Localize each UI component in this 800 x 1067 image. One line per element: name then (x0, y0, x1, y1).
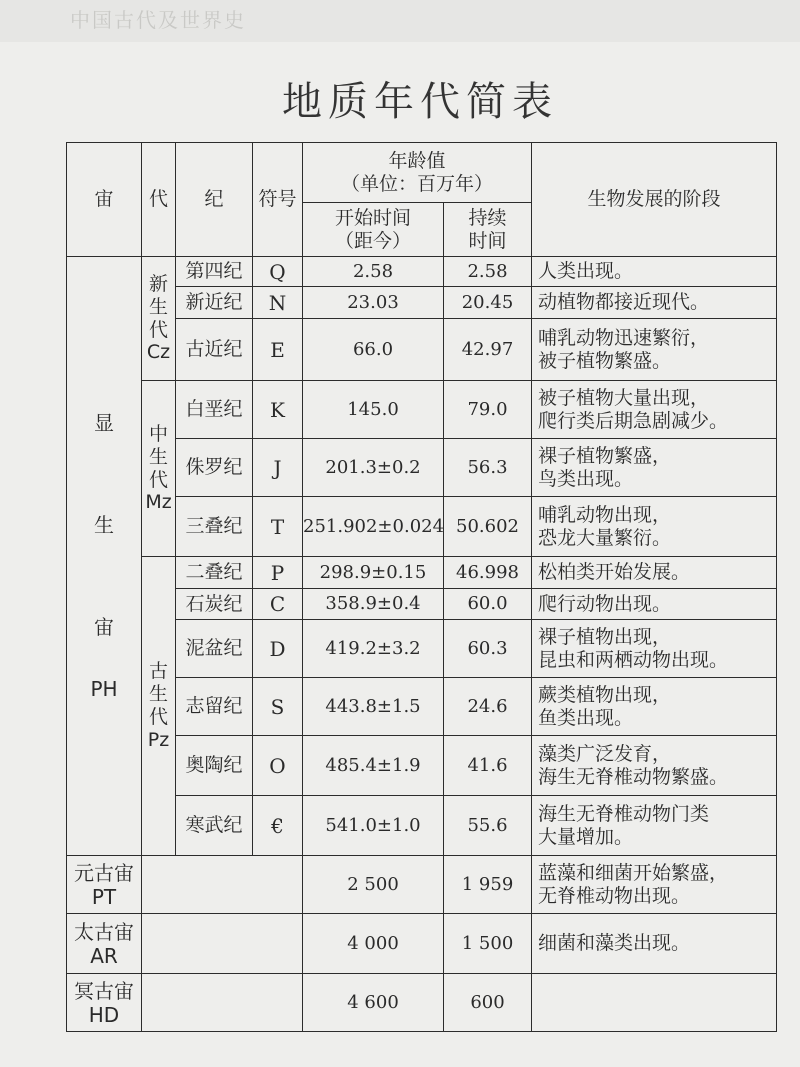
era-mz-char2: 生 (148, 445, 168, 468)
header-row (67, 143, 777, 203)
period-name: 新近纪 (176, 287, 253, 319)
bio-line-1: 蕨类植物出现， (538, 683, 672, 706)
header-symbol: 符号 (253, 143, 303, 257)
era-mz-abbr: Mz (145, 491, 172, 514)
era-cz-abbr: Cz (146, 341, 171, 364)
empty-cell (142, 914, 303, 974)
period-bio (532, 381, 777, 439)
period-name: 第四纪 (176, 257, 253, 287)
period-duration: 55.6 (444, 796, 532, 856)
eon-duration: 1 500 (444, 914, 532, 974)
period-name: 寒武纪 (176, 796, 253, 856)
bio-line-2: 无脊椎动物出现。 (538, 884, 691, 907)
bio-line-1: 哺乳动物出现， (538, 503, 672, 526)
eon-ar-name: 太古宙 (74, 919, 134, 944)
header-age-label: 年龄值 (388, 149, 446, 172)
period-duration: 60.0 (444, 589, 532, 620)
era-cz-char1: 新 (148, 272, 168, 295)
era-pz-char1: 古 (148, 660, 168, 683)
bio-line-1: 哺乳动物迅速繁衍， (538, 326, 710, 349)
eon-start: 4 000 (303, 914, 444, 974)
table-row (67, 381, 777, 439)
header-duration-l2: 时间 (468, 229, 507, 252)
header-eon: 宙 (67, 143, 142, 257)
period-bio (532, 497, 777, 557)
period-duration: 46.998 (444, 557, 532, 589)
eon-start: 2 500 (303, 856, 444, 914)
bio-line-2: 大量增加。 (538, 825, 634, 848)
bio-line-1: 裸子植物出现， (538, 625, 672, 648)
period-name: 侏罗纪 (176, 439, 253, 497)
eon-duration: 600 (444, 974, 532, 1032)
period-bio (532, 257, 777, 287)
period-symbol: Q (253, 257, 303, 287)
period-symbol: E (253, 319, 303, 381)
period-duration: 41.6 (444, 736, 532, 796)
bio-line-2: 爬行类后期急剧减少。 (538, 409, 729, 432)
period-duration: 24.6 (444, 678, 532, 736)
period-symbol: € (253, 796, 303, 856)
table-row (67, 974, 777, 1032)
bio-line-1: 海生无脊椎动物门类 (538, 802, 710, 825)
table-row (67, 914, 777, 974)
period-bio (532, 439, 777, 497)
bio-line-1: 松柏类开始发展。 (538, 561, 691, 584)
bio-line-2: 昆虫和两栖动物出现。 (538, 648, 729, 671)
header-start-l1: 开始时间 (334, 206, 411, 229)
period-duration: 79.0 (444, 381, 532, 439)
period-symbol: P (253, 557, 303, 589)
period-duration: 20.45 (444, 287, 532, 319)
period-symbol: S (253, 678, 303, 736)
period-bio (532, 557, 777, 589)
period-start: 358.9±0.4 (303, 589, 444, 620)
bio-line-1: 爬行动物出现。 (538, 592, 672, 615)
period-symbol: C (253, 589, 303, 620)
bio-line-2: 被子植物繁盛。 (538, 349, 672, 372)
era-cz-char3: 代 (148, 318, 168, 341)
bio-line-1: 被子植物大量出现， (538, 386, 710, 409)
empty-cell (142, 974, 303, 1032)
period-symbol: O (253, 736, 303, 796)
period-symbol: T (253, 497, 303, 557)
period-bio (532, 589, 777, 620)
table-row (67, 856, 777, 914)
bio-line-1: 细菌和藻类出现。 (538, 932, 691, 955)
era-cenozoic (142, 257, 176, 381)
era-paleozoic (142, 557, 176, 856)
header-age (303, 143, 532, 203)
eon-pt-abbr: PT (91, 884, 117, 909)
bio-line-2: 恐龙大量繁衍。 (538, 526, 672, 549)
header-age-unit: （单位：百万年） (341, 172, 494, 195)
geologic-time-table (66, 142, 777, 1032)
header-era: 代 (142, 143, 176, 257)
period-start: 2.58 (303, 257, 444, 287)
bio-line-1: 裸子植物繁盛， (538, 444, 672, 467)
eon-ph-char2: 生 (94, 513, 114, 537)
period-bio (532, 796, 777, 856)
period-symbol: N (253, 287, 303, 319)
era-mesozoic (142, 381, 176, 557)
period-start: 298.9±0.15 (303, 557, 444, 589)
period-bio (532, 678, 777, 736)
period-duration: 42.97 (444, 319, 532, 381)
period-duration: 56.3 (444, 439, 532, 497)
era-cz-char2: 生 (148, 295, 168, 318)
header-start (303, 203, 444, 257)
period-duration: 60.3 (444, 620, 532, 678)
period-start: 251.902±0.024 (303, 497, 444, 557)
period-duration: 50.602 (444, 497, 532, 557)
period-symbol: J (253, 439, 303, 497)
table-row (67, 257, 777, 287)
header-start-l2: （距今） (334, 229, 411, 252)
era-mz-char1: 中 (148, 422, 168, 445)
bio-line-1: 动植物都接近现代。 (538, 291, 710, 314)
eon-phanerozoic (67, 257, 142, 856)
eon-proterozoic (67, 856, 142, 914)
period-start: 541.0±1.0 (303, 796, 444, 856)
period-name: 泥盆纪 (176, 620, 253, 678)
eon-hd-name: 冥古宙 (74, 978, 134, 1003)
period-name: 古近纪 (176, 319, 253, 381)
bio-line-2: 鱼类出现。 (538, 706, 634, 729)
table-row (67, 557, 777, 589)
empty-cell (142, 856, 303, 914)
header-period: 纪 (176, 143, 253, 257)
header-duration-l1: 持续 (468, 206, 507, 229)
period-duration: 2.58 (444, 257, 532, 287)
period-symbol: K (253, 381, 303, 439)
period-name: 石炭纪 (176, 589, 253, 620)
eon-ph-char3: 宙 (94, 615, 114, 639)
period-start: 485.4±1.9 (303, 736, 444, 796)
eon-bio (532, 974, 777, 1032)
running-header: 中国古代及世界史 (70, 8, 246, 32)
header-bio: 生物发展的阶段 (532, 143, 777, 257)
eon-pt-name: 元古宙 (74, 860, 134, 885)
period-name: 奥陶纪 (176, 736, 253, 796)
period-name: 志留纪 (176, 678, 253, 736)
eon-ph-abbr: PH (90, 677, 118, 701)
eon-archean (67, 914, 142, 974)
era-pz-char3: 代 (148, 706, 168, 728)
eon-ar-abbr: AR (90, 943, 118, 968)
period-start: 23.03 (303, 287, 444, 319)
bio-line-1: 藻类广泛发育， (538, 742, 672, 765)
period-start: 66.0 (303, 319, 444, 381)
period-bio (532, 620, 777, 678)
eon-duration: 1 959 (444, 856, 532, 914)
running-header-band (0, 0, 800, 42)
bio-line-1: 人类出现。 (538, 260, 634, 283)
period-start: 443.8±1.5 (303, 678, 444, 736)
bio-line-2: 海生无脊椎动物繁盛。 (538, 765, 729, 788)
period-name: 白垩纪 (176, 381, 253, 439)
eon-hd-abbr: HD (88, 1002, 120, 1027)
period-bio (532, 319, 777, 381)
eon-ph-char1: 显 (94, 411, 114, 435)
bio-line-1: 蓝藻和细菌开始繁盛， (538, 861, 729, 884)
period-start: 419.2±3.2 (303, 620, 444, 678)
eon-hadean (67, 974, 142, 1032)
eon-bio (532, 914, 777, 974)
eon-start: 4 600 (303, 974, 444, 1032)
era-pz-abbr: Pz (147, 728, 170, 751)
period-start: 201.3±0.2 (303, 439, 444, 497)
period-symbol: D (253, 620, 303, 678)
period-bio (532, 736, 777, 796)
period-name: 三叠纪 (176, 497, 253, 557)
period-bio (532, 287, 777, 319)
period-name: 二叠纪 (176, 557, 253, 589)
era-pz-char2: 生 (148, 683, 168, 706)
eon-bio (532, 856, 777, 914)
page-title: 地质年代简表 (282, 79, 558, 125)
header-duration (444, 203, 532, 257)
period-start: 145.0 (303, 381, 444, 439)
era-mz-char3: 代 (148, 468, 168, 491)
bio-line-2: 鸟类出现。 (538, 467, 634, 490)
